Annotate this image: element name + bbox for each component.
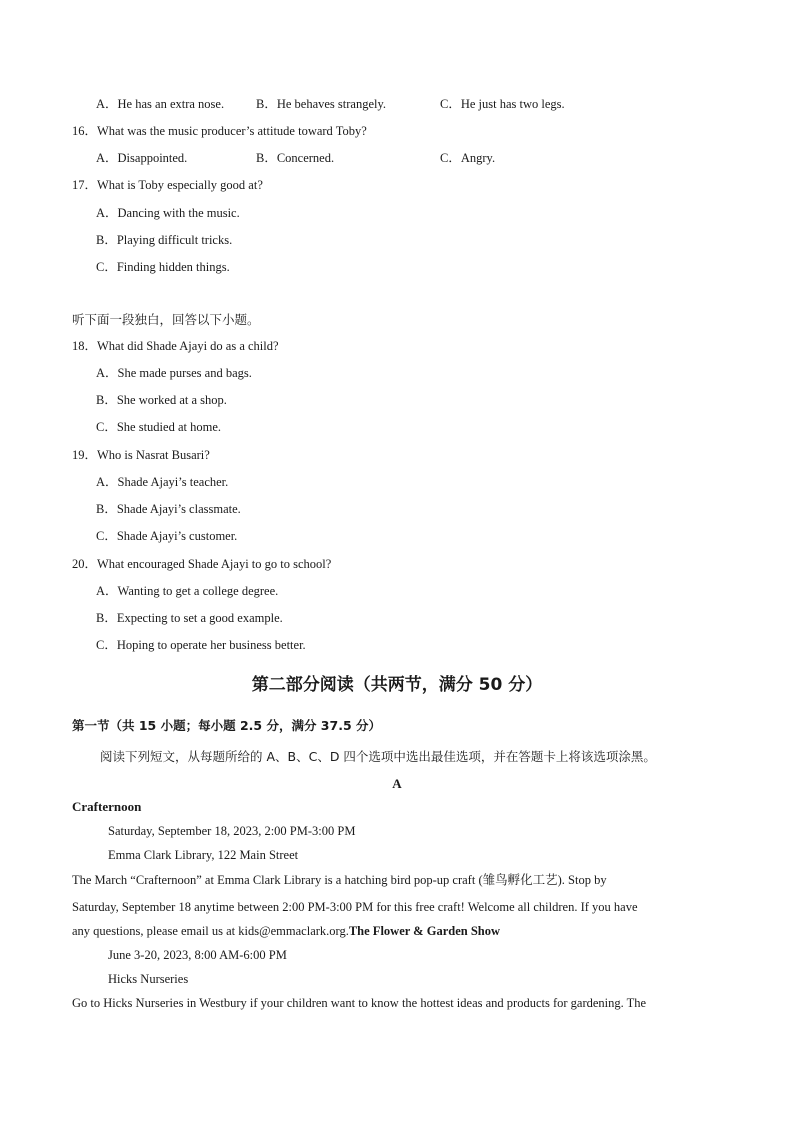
event1-date: Saturday, September 18, 2023, 2:00 PM-3:00 PM (108, 824, 356, 838)
part2-title: 第二部分阅读（共两节，满分 50 分） (251, 675, 543, 695)
event2-text-line1: Go to Hicks Nurseries in Westbury if your children want to know the hottest ideas and products for gardening. The (72, 996, 647, 1010)
q17-stem: 17．What is Toby especially good at? (72, 178, 263, 192)
event1-text-line1: The March “Crafternoon” at Emma Clark Library is a hatching bird pop-up craft (雏鸟孵化工艺). Stop by (72, 873, 607, 887)
q15-option-b: B．He behaves strangely. (256, 97, 387, 111)
q16-stem: 16．What was the music producer’s attitude toward Toby? (72, 124, 367, 138)
q20-option-a: A．Wanting to get a college degree. (96, 584, 279, 598)
q19-option-b: B．Shade Ajayi’s classmate. (96, 502, 241, 516)
event1-text-line2: Saturday, September 18 anytime between 2:00 PM-3:00 PM for this free craft! Welcome all children. If you have (72, 900, 638, 914)
q16-option-a: A．Disappointed. (96, 151, 188, 165)
q19-option-c: C．Shade Ajayi’s customer. (96, 529, 238, 543)
monologue-intro: 听下面一段独白，回答以下小题。 (72, 312, 260, 327)
q15-option-c: C．He just has two legs. (440, 97, 565, 111)
q18-option-c: C．She studied at home. (96, 420, 221, 434)
q20-stem: 20．What encouraged Shade Ajayi to go to school? (72, 557, 332, 571)
event1-text-line3-container (72, 923, 732, 939)
event1-place: Emma Clark Library, 122 Main Street (108, 848, 299, 862)
q20-option-b: B．Expecting to set a good example. (96, 611, 283, 625)
q18-stem: 18．What did Shade Ajayi do as a child? (72, 339, 279, 353)
q15-option-a: A．He has an extra nose. (96, 97, 225, 111)
event1-title: Crafternoon (72, 799, 142, 814)
q19-option-a: A．Shade Ajayi’s teacher. (96, 475, 229, 489)
passage-letter: A (392, 776, 402, 791)
section1-title: 第一节（共 15 小题；每小题 2.5 分，满分 37.5 分） (72, 718, 381, 733)
event2-place: Hicks Nurseries (108, 972, 189, 986)
event2-title: The Flower & Garden Show (348, 924, 501, 938)
event1-text-line3: any questions, please email us at kids@emmaclark.org. (72, 924, 349, 938)
q20-option-c: C．Hoping to operate her business better. (96, 638, 306, 652)
q18-option-a: A．She made purses and bags. (96, 366, 252, 380)
q17-option-c: C．Finding hidden things. (96, 260, 230, 274)
reading-instruction: 阅读下列短文，从每题所给的 A、B、C、D 四个选项中选出最佳选项，并在答题卡上将该选项涂黑。 (100, 749, 656, 764)
q17-option-a: A．Dancing with the music. (96, 206, 240, 220)
q17-option-b: B．Playing difficult tricks. (96, 233, 233, 247)
q19-stem: 19．Who is Nasrat Busari? (72, 448, 210, 462)
q16-option-b: B．Concerned. (256, 151, 335, 165)
event2-date: June 3-20, 2023, 8:00 AM-6:00 PM (108, 948, 287, 962)
q16-option-c: C．Angry. (440, 151, 496, 165)
q18-option-b: B．She worked at a shop. (96, 393, 227, 407)
